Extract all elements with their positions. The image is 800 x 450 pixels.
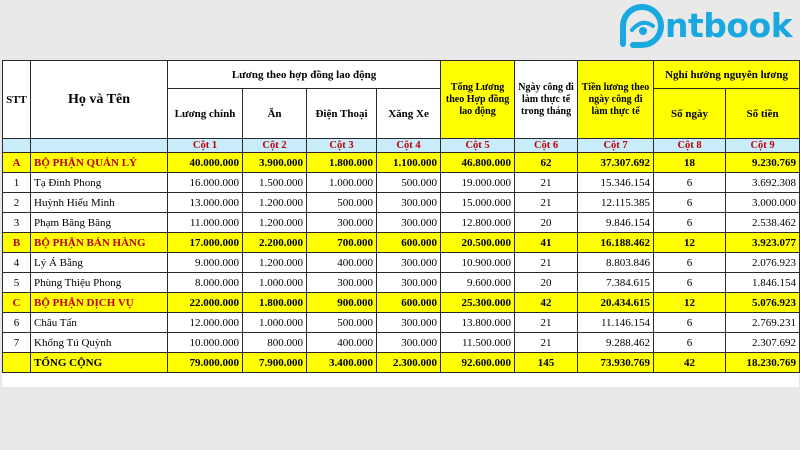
column-number-3: Cột 3 [307, 139, 377, 153]
cell-col-4: 300.000 [377, 273, 441, 293]
cell-col-1: 13.000.000 [168, 193, 243, 213]
employee-row [3, 213, 800, 233]
header-luong-chinh: Lương chính [168, 89, 243, 139]
cell-col-3: 3.400.000 [307, 353, 377, 373]
employee-row [3, 313, 800, 333]
cell-col-7: 15.346.154 [578, 173, 654, 193]
cell-name: Tạ Đình Phong [31, 173, 168, 193]
cell-col-9: 5.076.923 [726, 293, 800, 313]
cell-col-5: 13.800.000 [441, 313, 515, 333]
cell-col-5: 9.600.000 [441, 273, 515, 293]
cell-col-8: 6 [654, 273, 726, 293]
cell-col-5: 12.800.000 [441, 213, 515, 233]
cell-col-9: 3.923.077 [726, 233, 800, 253]
header-leave-group: Nghỉ hưởng nguyên lương [654, 61, 800, 89]
cell-col-2: 1.200.000 [243, 193, 307, 213]
header-so-tien: Số tiền [726, 89, 800, 139]
cell-stt: 5 [3, 273, 31, 293]
cell-col-8: 6 [654, 253, 726, 273]
column-number-7: Cột 7 [578, 139, 654, 153]
cell-col-1: 10.000.000 [168, 333, 243, 353]
cell-col-6: 21 [515, 193, 578, 213]
cell-col-5: 19.000.000 [441, 173, 515, 193]
cell-col-1: 11.000.000 [168, 213, 243, 233]
cell-col-6: 145 [515, 353, 578, 373]
cell-col-2: 1.200.000 [243, 213, 307, 233]
cell-col-1: 22.000.000 [168, 293, 243, 313]
salary-table [2, 60, 800, 373]
cell-col-3: 1.000.000 [307, 173, 377, 193]
cell-name: BỘ PHẬN BÁN HÀNG [31, 233, 168, 253]
header-dien-thoai: Điện Thoại [307, 89, 377, 139]
cell-col-2: 1.000.000 [243, 313, 307, 333]
cell-col-7: 12.115.385 [578, 193, 654, 213]
cell-stt: 6 [3, 313, 31, 333]
cell-col-3: 700.000 [307, 233, 377, 253]
cell-col-1: 8.000.000 [168, 273, 243, 293]
salary-sheet [2, 60, 799, 387]
cell-col-9: 1.846.154 [726, 273, 800, 293]
header-tien-luong: Tiền lương theo ngày công đi làm thực tế [578, 61, 654, 139]
header-xang-xe: Xăng Xe [377, 89, 441, 139]
cell-col-1: 40.000.000 [168, 153, 243, 173]
cell-stt: 3 [3, 213, 31, 233]
cell-col-7: 8.803.846 [578, 253, 654, 273]
cell-col-6: 21 [515, 173, 578, 193]
employee-row [3, 333, 800, 353]
cell-col-2: 3.900.000 [243, 153, 307, 173]
cell-col-7: 9.288.462 [578, 333, 654, 353]
cell-col-7: 37.307.692 [578, 153, 654, 173]
ntbook-logo-icon [619, 4, 665, 50]
cell-col-7: 9.846.154 [578, 213, 654, 233]
cell-col-8: 18 [654, 153, 726, 173]
cell-col-6: 20 [515, 213, 578, 233]
cell-col-9: 18.230.769 [726, 353, 800, 373]
cell-col-3: 500.000 [307, 193, 377, 213]
cell-stt: 2 [3, 193, 31, 213]
employee-row [3, 193, 800, 213]
cell-col-8: 12 [654, 293, 726, 313]
cell-col-1: 9.000.000 [168, 253, 243, 273]
cell-col-2: 1.500.000 [243, 173, 307, 193]
column-number-1: Cột 1 [168, 139, 243, 153]
section-row [3, 153, 800, 173]
cell-col-8: 6 [654, 213, 726, 233]
cell-col-8: 6 [654, 313, 726, 333]
cell-col-8: 6 [654, 333, 726, 353]
section-row [3, 293, 800, 313]
column-number-2: Cột 2 [243, 139, 307, 153]
header-name: Họ và Tên [31, 61, 168, 139]
cell-col-1: 79.000.000 [168, 353, 243, 373]
cell-col-6: 21 [515, 253, 578, 273]
cell-col-9: 2.076.923 [726, 253, 800, 273]
cell-stt: 4 [3, 253, 31, 273]
cell-col-6: 41 [515, 233, 578, 253]
cell-col-3: 500.000 [307, 313, 377, 333]
cell-col-1: 12.000.000 [168, 313, 243, 333]
ntbook-logo-text: ntbook [665, 6, 793, 45]
cell-col-7: 73.930.769 [578, 353, 654, 373]
cell-col-9: 2.769.231 [726, 313, 800, 333]
column-number-blank [31, 139, 168, 153]
cell-col-5: 92.600.000 [441, 353, 515, 373]
cell-col-7: 20.434.615 [578, 293, 654, 313]
cell-col-9: 2.307.692 [726, 333, 800, 353]
cell-col-7: 7.384.615 [578, 273, 654, 293]
header-tong-luong: Tổng Lương theo Hợp đồng lao động [441, 61, 515, 139]
cell-name: Lý Á Bằng [31, 253, 168, 273]
cell-name: Huỳnh Hiểu Minh [31, 193, 168, 213]
header-ngay-cong: Ngày công đi làm thực tế trong tháng [515, 61, 578, 139]
cell-name: Khổng Tú Quỳnh [31, 333, 168, 353]
column-number-5: Cột 5 [441, 139, 515, 153]
cell-col-8: 12 [654, 233, 726, 253]
cell-name: BỘ PHẬN DỊCH VỤ [31, 293, 168, 313]
cell-name: Châu Tấn [31, 313, 168, 333]
cell-col-3: 400.000 [307, 253, 377, 273]
cell-col-3: 300.000 [307, 273, 377, 293]
cell-col-6: 42 [515, 293, 578, 313]
cell-col-2: 800.000 [243, 333, 307, 353]
cell-stt: A [3, 153, 31, 173]
cell-col-4: 300.000 [377, 333, 441, 353]
column-number-8: Cột 8 [654, 139, 726, 153]
cell-stt: 1 [3, 173, 31, 193]
cell-col-1: 16.000.000 [168, 173, 243, 193]
cell-col-6: 62 [515, 153, 578, 173]
cell-col-4: 300.000 [377, 253, 441, 273]
cell-stt: C [3, 293, 31, 313]
cell-col-4: 300.000 [377, 313, 441, 333]
cell-col-8: 6 [654, 173, 726, 193]
total-row [3, 353, 800, 373]
cell-stt: B [3, 233, 31, 253]
cell-col-5: 10.900.000 [441, 253, 515, 273]
cell-name: Phạm Băng Băng [31, 213, 168, 233]
cell-col-4: 2.300.000 [377, 353, 441, 373]
column-number-9: Cột 9 [726, 139, 800, 153]
cell-col-7: 11.146.154 [578, 313, 654, 333]
cell-col-5: 11.500.000 [441, 333, 515, 353]
header-stt: STT [3, 61, 31, 139]
cell-col-3: 900.000 [307, 293, 377, 313]
column-number-6: Cột 6 [515, 139, 578, 153]
cell-col-5: 20.500.000 [441, 233, 515, 253]
cell-col-7: 16.188.462 [578, 233, 654, 253]
cell-col-3: 300.000 [307, 213, 377, 233]
cell-col-2: 1.000.000 [243, 273, 307, 293]
cell-stt [3, 353, 31, 373]
cell-col-4: 300.000 [377, 213, 441, 233]
cell-col-4: 300.000 [377, 193, 441, 213]
cell-col-4: 600.000 [377, 293, 441, 313]
cell-col-9: 3.692.308 [726, 173, 800, 193]
cell-col-9: 2.538.462 [726, 213, 800, 233]
column-number-row [3, 139, 800, 153]
cell-col-2: 2.200.000 [243, 233, 307, 253]
cell-col-4: 500.000 [377, 173, 441, 193]
cell-col-6: 20 [515, 273, 578, 293]
cell-name: BỘ PHẬN QUẢN LÝ [31, 153, 168, 173]
cell-col-2: 1.200.000 [243, 253, 307, 273]
cell-col-9: 3.000.000 [726, 193, 800, 213]
cell-col-2: 7.900.000 [243, 353, 307, 373]
cell-col-8: 6 [654, 193, 726, 213]
cell-col-3: 400.000 [307, 333, 377, 353]
employee-row [3, 253, 800, 273]
cell-col-4: 600.000 [377, 233, 441, 253]
header-contract-group: Lương theo hợp đồng lao động [168, 61, 441, 89]
header-an: Ăn [243, 89, 307, 139]
header-so-ngay: Số ngày [654, 89, 726, 139]
ntbook-logo [619, 2, 794, 54]
cell-col-3: 1.800.000 [307, 153, 377, 173]
employee-row [3, 173, 800, 193]
cell-col-8: 42 [654, 353, 726, 373]
cell-col-5: 46.800.000 [441, 153, 515, 173]
cell-col-5: 15.000.000 [441, 193, 515, 213]
cell-stt: 7 [3, 333, 31, 353]
salary-table-body [3, 153, 800, 373]
cell-col-1: 17.000.000 [168, 233, 243, 253]
cell-name: TỔNG CỘNG [31, 353, 168, 373]
column-number-blank [3, 139, 31, 153]
cell-col-9: 9.230.769 [726, 153, 800, 173]
cell-col-6: 21 [515, 333, 578, 353]
cell-name: Phùng Thiệu Phong [31, 273, 168, 293]
cell-col-6: 21 [515, 313, 578, 333]
cell-col-5: 25.300.000 [441, 293, 515, 313]
cell-col-4: 1.100.000 [377, 153, 441, 173]
cell-col-2: 1.800.000 [243, 293, 307, 313]
section-row [3, 233, 800, 253]
column-number-4: Cột 4 [377, 139, 441, 153]
employee-row [3, 273, 800, 293]
